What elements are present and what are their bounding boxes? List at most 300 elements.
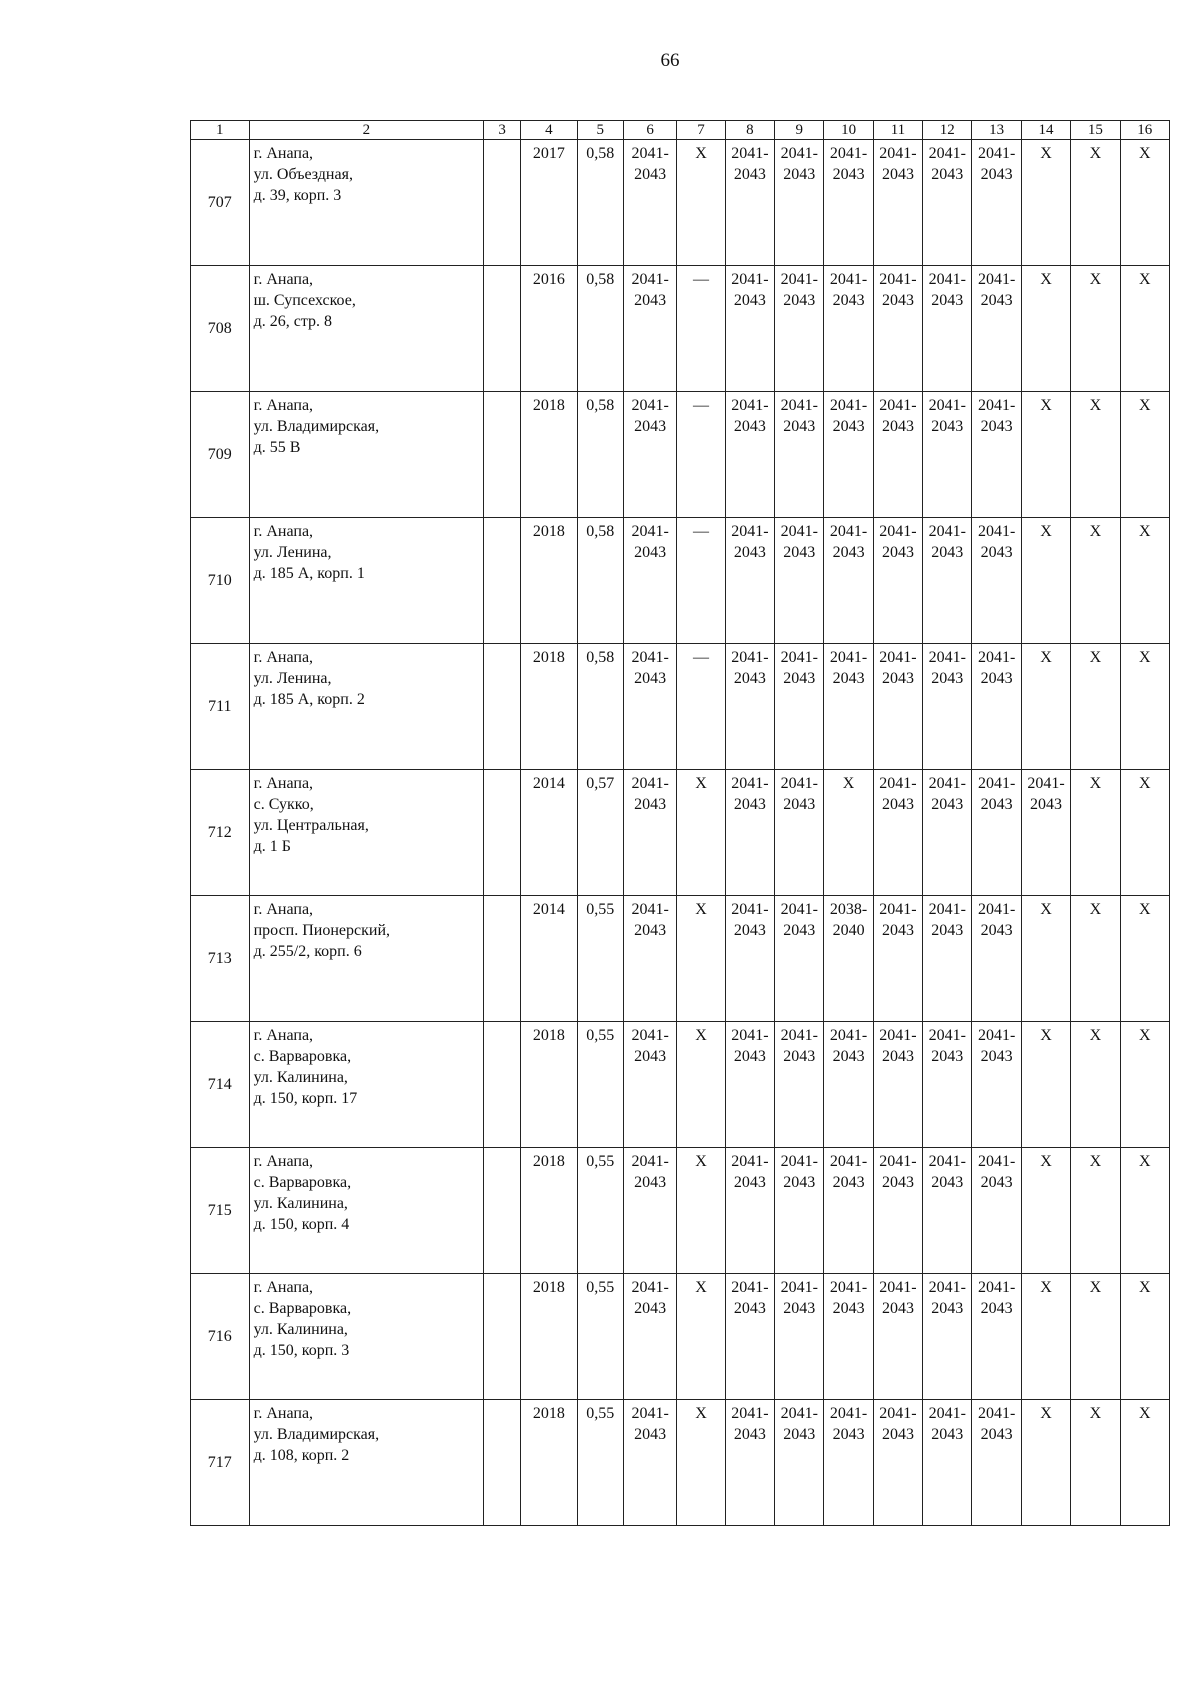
cell-line: 2043 xyxy=(733,1426,766,1443)
cell-line: 2043 xyxy=(634,670,667,687)
cell-line: 2043 xyxy=(733,796,766,813)
value-cell: 0,55 xyxy=(577,1274,623,1400)
cell-line: 2041- xyxy=(978,901,1016,918)
cell-line: 2041- xyxy=(631,649,669,666)
cell-line: г. Анапа, xyxy=(253,1153,314,1170)
cell-line: 2041- xyxy=(978,523,1016,540)
col-11-cell xyxy=(873,266,922,392)
col-3-cell xyxy=(484,266,521,392)
cell-line: 2041- xyxy=(879,145,917,162)
cell-line: 2043 xyxy=(931,1048,964,1065)
col-9-cell xyxy=(775,896,824,1022)
value-cell: 0,58 xyxy=(577,518,623,644)
column-header: 1 xyxy=(191,121,250,140)
cell-line: г. Анапа, xyxy=(253,523,314,540)
col-9-cell xyxy=(775,1400,824,1526)
cell-line: X xyxy=(1139,397,1151,414)
col-8-cell xyxy=(725,1274,774,1400)
col-13-cell xyxy=(972,770,1021,896)
cell-line: 2041- xyxy=(928,649,966,666)
cell-line: 2043 xyxy=(733,418,766,435)
cell-line: 2043 xyxy=(881,418,914,435)
col-13-cell xyxy=(972,392,1021,518)
cell-line: X xyxy=(1139,523,1151,540)
col-9-cell xyxy=(775,266,824,392)
cell-line: 2041- xyxy=(928,1027,966,1044)
cell-line: 2041- xyxy=(780,901,818,918)
cell-line: 2043 xyxy=(634,1048,667,1065)
cell-line: 2041- xyxy=(928,271,966,288)
col-6-cell xyxy=(623,644,676,770)
col-13-cell xyxy=(972,518,1021,644)
col-11-cell xyxy=(873,896,922,1022)
table-row xyxy=(191,1274,1170,1400)
cell-line: г. Анапа, xyxy=(253,649,314,666)
cell-line: 2040 xyxy=(832,922,865,939)
cell-line: X xyxy=(1089,1279,1102,1296)
cell-line: 2043 xyxy=(783,1048,816,1065)
cell-line: 2041- xyxy=(829,1405,868,1422)
cell-line: д. 150, корп. 3 xyxy=(253,1342,350,1359)
col-16-cell xyxy=(1120,644,1169,770)
col-16-cell xyxy=(1120,518,1169,644)
cell-line: X xyxy=(1089,649,1102,666)
cell-line: 2041- xyxy=(631,397,669,414)
cell-line: г. Анапа, xyxy=(253,1279,314,1296)
col-12-cell xyxy=(923,1400,972,1526)
housing-registry-table xyxy=(190,120,1170,1526)
col-7-cell xyxy=(677,1400,725,1526)
cell-line: 2043 xyxy=(980,292,1013,309)
cell-line: 2043 xyxy=(783,670,816,687)
cell-line: 2043 xyxy=(980,1300,1013,1317)
cell-line: X xyxy=(695,1405,707,1422)
value-cell: 0,58 xyxy=(577,140,623,266)
cell-line: 2041- xyxy=(829,397,868,414)
cell-line: X xyxy=(1089,145,1102,162)
value-cell: 0,55 xyxy=(577,896,623,1022)
cell-line: — xyxy=(693,271,710,288)
col-10-cell xyxy=(824,770,873,896)
row-number-cell: 712 xyxy=(191,770,250,896)
cell-line: 2041- xyxy=(631,775,669,792)
year-cell: 2018 xyxy=(521,518,578,644)
cell-line: 2041- xyxy=(731,523,769,540)
column-header: 7 xyxy=(677,121,725,140)
col-6-cell xyxy=(623,392,676,518)
address-cell xyxy=(249,644,483,770)
cell-line: 2041- xyxy=(928,523,966,540)
table-row xyxy=(191,1400,1170,1526)
column-header: 12 xyxy=(923,121,972,140)
cell-line: 2043 xyxy=(832,166,865,183)
col-14-cell xyxy=(1021,1274,1070,1400)
cell-line: X xyxy=(1089,1405,1102,1422)
cell-line: X xyxy=(1089,1153,1102,1170)
col-16-cell xyxy=(1120,1148,1169,1274)
col-8-cell xyxy=(725,1148,774,1274)
col-14-cell xyxy=(1021,770,1070,896)
col-14-cell xyxy=(1021,1022,1070,1148)
cell-line: 2043 xyxy=(634,1174,667,1191)
cell-line: X xyxy=(695,145,707,162)
col-10-cell xyxy=(824,392,873,518)
cell-line: 2041- xyxy=(829,523,868,540)
col-15-cell xyxy=(1071,644,1120,770)
cell-line: 2043 xyxy=(931,1174,964,1191)
col-11-cell xyxy=(873,1148,922,1274)
cell-line: 2043 xyxy=(783,418,816,435)
cell-line: 2043 xyxy=(783,796,816,813)
cell-line: X xyxy=(1139,1405,1151,1422)
col-6-cell xyxy=(623,1148,676,1274)
col-3-cell xyxy=(484,392,521,518)
cell-line: 2041- xyxy=(829,649,868,666)
cell-line: 2043 xyxy=(634,292,667,309)
col-7-cell xyxy=(677,896,725,1022)
col-6-cell xyxy=(623,266,676,392)
col-11-cell xyxy=(873,1400,922,1526)
col-16-cell xyxy=(1120,1274,1169,1400)
col-10-cell xyxy=(824,1148,873,1274)
cell-line: 2041- xyxy=(631,1153,669,1170)
cell-line: г. Анапа, xyxy=(253,145,314,162)
cell-line: — xyxy=(693,649,710,666)
address-cell xyxy=(249,266,483,392)
col-10-cell xyxy=(824,1400,873,1526)
col-3-cell xyxy=(484,518,521,644)
cell-line: 2041- xyxy=(780,649,818,666)
cell-line: 2043 xyxy=(783,292,816,309)
col-7-cell xyxy=(677,1274,725,1400)
col-13-cell xyxy=(972,1274,1021,1400)
cell-line: 2043 xyxy=(783,544,816,561)
cell-line: X xyxy=(1139,775,1151,792)
col-7-cell xyxy=(677,644,725,770)
year-cell: 2018 xyxy=(521,644,578,770)
year-cell: 2018 xyxy=(521,392,578,518)
cell-line: 2043 xyxy=(634,418,667,435)
col-7-cell xyxy=(677,518,725,644)
cell-line: 2043 xyxy=(832,418,865,435)
cell-line: 2041- xyxy=(731,775,769,792)
cell-line: 2043 xyxy=(881,1300,914,1317)
cell-line: 2041- xyxy=(780,271,818,288)
cell-line: ул. Ленина, xyxy=(253,544,332,561)
cell-line: 2043 xyxy=(881,544,914,561)
cell-line: 2041- xyxy=(978,397,1016,414)
cell-line: X xyxy=(1089,775,1102,792)
cell-line: д. 255/2, корп. 6 xyxy=(253,943,362,960)
cell-line: г. Анапа, xyxy=(253,271,314,288)
row-number-cell: 713 xyxy=(191,896,250,1022)
cell-line: 2043 xyxy=(783,1300,816,1317)
cell-line: ул. Центральная, xyxy=(253,817,369,834)
cell-line: 2043 xyxy=(980,544,1013,561)
col-12-cell xyxy=(923,266,972,392)
header-row xyxy=(191,121,1170,140)
cell-line: 2041- xyxy=(780,1405,818,1422)
cell-line: 2041- xyxy=(879,775,917,792)
cell-line: 2043 xyxy=(980,922,1013,939)
cell-line: ул. Калинина, xyxy=(253,1069,348,1086)
cell-line: 2043 xyxy=(783,1174,816,1191)
cell-line: 2043 xyxy=(832,670,865,687)
year-cell: 2018 xyxy=(521,1274,578,1400)
cell-line: 2041- xyxy=(731,145,769,162)
cell-line: X xyxy=(1089,901,1102,918)
cell-line: 2043 xyxy=(881,796,914,813)
value-cell: 0,58 xyxy=(577,644,623,770)
table-row xyxy=(191,518,1170,644)
cell-line: 2041- xyxy=(631,271,669,288)
col-6-cell xyxy=(623,1022,676,1148)
col-11-cell xyxy=(873,392,922,518)
col-13-cell xyxy=(972,266,1021,392)
cell-line: X xyxy=(1089,397,1102,414)
col-6-cell xyxy=(623,896,676,1022)
col-8-cell xyxy=(725,266,774,392)
cell-line: 2043 xyxy=(931,922,964,939)
column-header: 13 xyxy=(972,121,1021,140)
col-6-cell xyxy=(623,1274,676,1400)
cell-line: просп. Пионерский, xyxy=(253,922,391,939)
value-cell: 0,55 xyxy=(577,1022,623,1148)
cell-line: д. 1 Б xyxy=(253,838,291,855)
cell-line: 2041- xyxy=(879,1027,917,1044)
row-number-cell: 710 xyxy=(191,518,250,644)
cell-line: 2041- xyxy=(978,649,1016,666)
cell-line: 2041- xyxy=(731,649,769,666)
col-7-cell xyxy=(677,266,725,392)
cell-line: 2043 xyxy=(832,1174,865,1191)
col-14-cell xyxy=(1021,140,1070,266)
cell-line: 2041- xyxy=(829,271,868,288)
column-header: 5 xyxy=(577,121,623,140)
col-15-cell xyxy=(1071,1022,1120,1148)
cell-line: д. 185 А, корп. 2 xyxy=(253,691,365,708)
col-11-cell xyxy=(873,644,922,770)
cell-line: 2043 xyxy=(832,544,865,561)
col-15-cell xyxy=(1071,770,1120,896)
row-number-cell: 715 xyxy=(191,1148,250,1274)
col-12-cell xyxy=(923,518,972,644)
cell-line: ул. Владимирская, xyxy=(253,1426,380,1443)
col-14-cell xyxy=(1021,896,1070,1022)
cell-line: 2041- xyxy=(879,1153,917,1170)
col-8-cell xyxy=(725,1022,774,1148)
cell-line: 2041- xyxy=(631,1027,669,1044)
cell-line: X xyxy=(695,775,707,792)
row-number-cell: 707 xyxy=(191,140,250,266)
row-number-cell: 714 xyxy=(191,1022,250,1148)
col-12-cell xyxy=(923,140,972,266)
col-7-cell xyxy=(677,392,725,518)
col-9-cell xyxy=(775,770,824,896)
cell-line: 2043 xyxy=(733,1174,766,1191)
col-8-cell xyxy=(725,896,774,1022)
col-14-cell xyxy=(1021,392,1070,518)
col-6-cell xyxy=(623,1400,676,1526)
col-3-cell xyxy=(484,1274,521,1400)
cell-line: 2041- xyxy=(978,1027,1016,1044)
cell-line: г. Анапа, xyxy=(253,775,314,792)
cell-line: 2041- xyxy=(631,1405,669,1422)
address-cell xyxy=(249,1274,483,1400)
col-3-cell xyxy=(484,1148,521,1274)
cell-line: 2043 xyxy=(980,670,1013,687)
cell-line: 2041- xyxy=(829,1153,868,1170)
col-11-cell xyxy=(873,1022,922,1148)
cell-line: д. 55 В xyxy=(253,439,301,456)
col-3-cell xyxy=(484,1022,521,1148)
col-13-cell xyxy=(972,1400,1021,1526)
cell-line: 2041- xyxy=(631,145,669,162)
cell-line: 2043 xyxy=(733,166,766,183)
cell-line: X xyxy=(1139,145,1151,162)
cell-line: 2041- xyxy=(780,1279,818,1296)
cell-line: 2041- xyxy=(879,1279,917,1296)
col-6-cell xyxy=(623,770,676,896)
table-row xyxy=(191,1148,1170,1274)
page-number: 66 xyxy=(660,50,680,71)
cell-line: 2043 xyxy=(931,544,964,561)
cell-line: г. Анапа, xyxy=(253,1027,314,1044)
address-cell xyxy=(249,896,483,1022)
cell-line: 2043 xyxy=(931,1426,964,1443)
cell-line: 2041- xyxy=(879,271,917,288)
col-3-cell xyxy=(484,140,521,266)
col-11-cell xyxy=(873,770,922,896)
col-3-cell xyxy=(484,644,521,770)
column-header: 8 xyxy=(725,121,774,140)
table-row xyxy=(191,392,1170,518)
cell-line: д. 150, корп. 4 xyxy=(253,1216,350,1233)
address-cell xyxy=(249,140,483,266)
col-15-cell xyxy=(1071,1148,1120,1274)
col-6-cell xyxy=(623,518,676,644)
column-header: 14 xyxy=(1021,121,1070,140)
cell-line: 2043 xyxy=(980,166,1013,183)
year-cell: 2018 xyxy=(521,1148,578,1274)
cell-line: ул. Калинина, xyxy=(253,1195,348,1212)
cell-line: X xyxy=(1139,1027,1151,1044)
col-9-cell xyxy=(775,1022,824,1148)
cell-line: 2041- xyxy=(731,1027,769,1044)
cell-line: 2041- xyxy=(1027,775,1065,792)
col-15-cell xyxy=(1071,266,1120,392)
col-13-cell xyxy=(972,644,1021,770)
cell-line: X xyxy=(1139,271,1151,288)
table-row xyxy=(191,266,1170,392)
year-cell: 2018 xyxy=(521,1400,578,1526)
col-9-cell xyxy=(775,1148,824,1274)
table-body xyxy=(191,140,1170,1526)
cell-line: 2043 xyxy=(634,1426,667,1443)
cell-line: 2041- xyxy=(879,649,917,666)
cell-line: X xyxy=(1139,901,1151,918)
cell-line: 2043 xyxy=(634,544,667,561)
cell-line: 2041- xyxy=(731,1279,769,1296)
col-13-cell xyxy=(972,1148,1021,1274)
cell-line: г. Анапа, xyxy=(253,1405,314,1422)
col-9-cell xyxy=(775,1274,824,1400)
cell-line: 2043 xyxy=(931,670,964,687)
table-row xyxy=(191,140,1170,266)
cell-line: 2043 xyxy=(832,1426,865,1443)
row-number-cell: 711 xyxy=(191,644,250,770)
cell-line: 2041- xyxy=(631,901,669,918)
cell-line: 2041- xyxy=(879,397,917,414)
cell-line: 2041- xyxy=(780,1027,818,1044)
cell-line: 2041- xyxy=(978,775,1016,792)
col-15-cell xyxy=(1071,1274,1120,1400)
value-cell: 0,55 xyxy=(577,1400,623,1526)
cell-line: 2043 xyxy=(733,1300,766,1317)
cell-line: 2043 xyxy=(980,1426,1013,1443)
cell-line: с. Варваровка, xyxy=(253,1174,352,1191)
col-8-cell xyxy=(725,518,774,644)
cell-line: X xyxy=(1089,523,1102,540)
col-9-cell xyxy=(775,140,824,266)
year-cell: 2014 xyxy=(521,896,578,1022)
col-7-cell xyxy=(677,140,725,266)
year-cell: 2016 xyxy=(521,266,578,392)
col-7-cell xyxy=(677,770,725,896)
col-8-cell xyxy=(725,1400,774,1526)
row-number-cell: 716 xyxy=(191,1274,250,1400)
cell-line: 2043 xyxy=(881,922,914,939)
cell-line: г. Анапа, xyxy=(253,901,314,918)
cell-line: 2043 xyxy=(733,1048,766,1065)
col-16-cell xyxy=(1120,1400,1169,1526)
cell-line: 2041- xyxy=(731,1405,769,1422)
year-cell: 2017 xyxy=(521,140,578,266)
col-11-cell xyxy=(873,518,922,644)
col-12-cell xyxy=(923,1274,972,1400)
cell-line: X xyxy=(1040,1153,1052,1170)
col-10-cell xyxy=(824,896,873,1022)
col-12-cell xyxy=(923,1022,972,1148)
cell-line: 2041- xyxy=(879,523,917,540)
col-10-cell xyxy=(824,1022,873,1148)
cell-line: 2041- xyxy=(978,1279,1016,1296)
col-9-cell xyxy=(775,644,824,770)
cell-line: X xyxy=(1040,649,1052,666)
column-header: 4 xyxy=(521,121,578,140)
col-15-cell xyxy=(1071,1400,1120,1526)
table-row xyxy=(191,770,1170,896)
cell-line: г. Анапа, xyxy=(253,397,314,414)
cell-line: 2041- xyxy=(928,1153,966,1170)
col-12-cell xyxy=(923,1148,972,1274)
cell-line: 2041- xyxy=(928,901,966,918)
cell-line: 2043 xyxy=(783,1426,816,1443)
value-cell: 0,55 xyxy=(577,1148,623,1274)
cell-line: 2043 xyxy=(634,1300,667,1317)
col-14-cell xyxy=(1021,518,1070,644)
cell-line: 2043 xyxy=(931,796,964,813)
col-14-cell xyxy=(1021,1148,1070,1274)
year-cell: 2014 xyxy=(521,770,578,896)
cell-line: 2043 xyxy=(881,670,914,687)
col-16-cell xyxy=(1120,770,1169,896)
table-row xyxy=(191,1022,1170,1148)
column-header: 11 xyxy=(873,121,922,140)
cell-line: 2043 xyxy=(634,166,667,183)
cell-line: 2043 xyxy=(931,1300,964,1317)
cell-line: ш. Супсехское, xyxy=(253,292,356,309)
